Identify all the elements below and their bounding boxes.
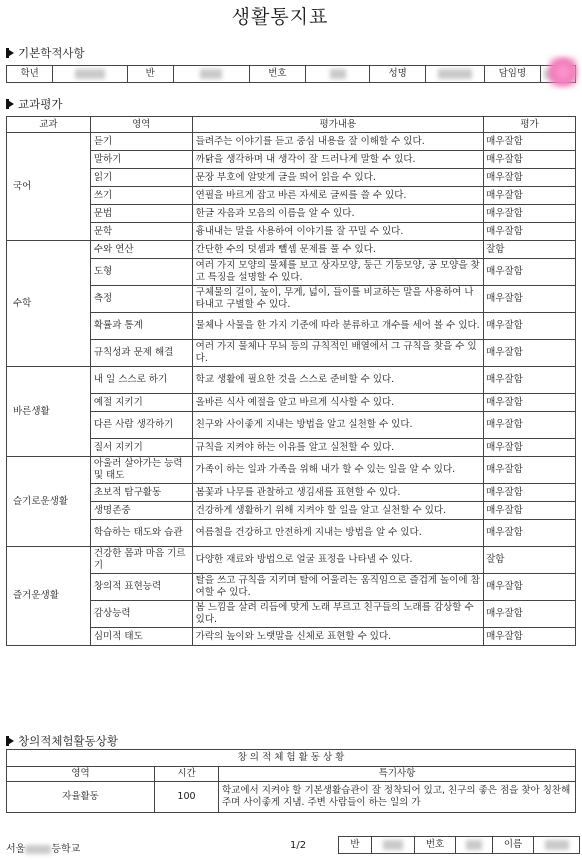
school-name-redacted <box>25 845 51 854</box>
content-cell: 간단한 수의 덧셈과 뺄셈 문제를 풀 수 있다. <box>192 241 483 259</box>
basic-info-heading-text: 기본학적사항 <box>18 46 85 60</box>
col-header-grade: 평가 <box>484 117 576 133</box>
subject-name: 수학 <box>7 241 91 367</box>
area-cell: 예절 지키기 <box>90 394 192 412</box>
area-cell: 문법 <box>90 205 192 223</box>
footer-id-table <box>338 836 580 854</box>
content-cell: 가족이 하는 일과 가족을 위해 내가 할 수 있는 일을 알 수 있다. <box>192 457 483 484</box>
creative-heading <box>6 733 118 749</box>
table-row <box>7 574 576 601</box>
area-cell: 감상능력 <box>90 601 192 628</box>
school-suffix: 등학교 <box>51 844 81 855</box>
creative-hours: 100 <box>155 782 219 813</box>
grade-cell: 매우잘함 <box>484 367 576 394</box>
subject-name: 슬기로운생활 <box>7 457 91 547</box>
grade-cell: 매우잘함 <box>484 151 576 169</box>
grade-cell: 매우잘함 <box>484 187 576 205</box>
grade-cell: 잘함 <box>484 241 576 259</box>
area-cell: 아울러 살아가는 능력 및 태도 <box>90 457 192 484</box>
grade-value-redacted <box>53 66 127 83</box>
school-name <box>6 840 80 855</box>
footer-class-redacted <box>372 837 415 854</box>
grade-cell: 매우잘함 <box>484 484 576 502</box>
content-cell: 친구와 사이좋게 지내는 방법을 알고 실천할 수 있다. <box>192 412 483 439</box>
area-cell: 듣기 <box>90 133 192 151</box>
basic-info-table <box>6 65 576 83</box>
table-row <box>7 205 576 223</box>
section-marker-icon <box>6 99 14 109</box>
content-cell: 다양한 재료와 방법으로 얼굴 표정을 나타낼 수 있다. <box>192 547 483 574</box>
eval-heading <box>6 96 62 112</box>
table-row <box>7 259 576 286</box>
area-cell: 질서 지키기 <box>90 439 192 457</box>
table-row <box>7 394 576 412</box>
content-cell: 연필을 바르게 잡고 바른 자세로 글씨를 쓸 수 있다. <box>192 187 483 205</box>
class-value-redacted <box>173 66 249 83</box>
content-cell: 물체나 사물을 한 가지 기준에 따라 분류하고 개수를 세어 볼 수 있다. <box>192 313 483 340</box>
grade-cell: 매우잘함 <box>484 457 576 484</box>
footer-name-redacted <box>534 837 580 854</box>
section-marker-icon <box>6 736 14 746</box>
table-row <box>7 133 576 151</box>
grade-cell: 매우잘함 <box>484 520 576 547</box>
table-row <box>7 187 576 205</box>
footer-number-label: 번호 <box>415 837 456 854</box>
area-cell: 수와 연산 <box>90 241 192 259</box>
section-marker-icon <box>6 48 14 58</box>
table-row <box>7 367 576 394</box>
content-cell: 흉내내는 말을 사용하여 이야기를 잘 꾸밀 수 있다. <box>192 223 483 241</box>
table-row <box>7 547 576 574</box>
area-cell: 도형 <box>90 259 192 286</box>
grade-cell: 매우잘함 <box>484 286 576 313</box>
content-cell: 구체물의 길이, 높이, 무게, 넓이, 들이를 비교하는 말을 사용하여 나타내고 구별할 수 있다. <box>192 286 483 313</box>
grade-cell: 매우잘함 <box>484 205 576 223</box>
content-cell: 문장 부호에 알맞게 글을 띄어 읽을 수 있다. <box>192 169 483 187</box>
table-row <box>7 502 576 520</box>
area-cell: 규칙성과 문제 해결 <box>90 340 192 367</box>
table-row <box>7 313 576 340</box>
creative-notes: 학교에서 지켜야 할 기본생활습관이 잘 정착되어 있고, 친구의 좋은 점을 찾아 칭찬해주며 사이좋게 지냄. 주변 사람들이 하는 일의 가 <box>219 782 576 813</box>
subject-name: 국어 <box>7 133 91 241</box>
eval-heading-text: 교과평가 <box>18 97 63 111</box>
basic-info-heading <box>6 45 85 61</box>
creative-heading-text: 창의적체험활동상황 <box>18 734 118 748</box>
creative-area: 자율활동 <box>7 782 155 813</box>
grade-cell: 매우잘함 <box>484 394 576 412</box>
table-row <box>7 484 576 502</box>
name-value-redacted <box>426 66 485 83</box>
grade-cell: 매우잘함 <box>484 574 576 601</box>
teacher-label: 담임명 <box>484 66 540 83</box>
content-cell: 한글 자음과 모음의 이름을 알 수 있다. <box>192 205 483 223</box>
number-value-redacted <box>305 66 369 83</box>
content-cell: 가락의 높이와 노랫말을 신체로 표현할 수 있다. <box>192 628 483 646</box>
creative-header-hours: 시간 <box>155 767 219 782</box>
area-cell: 창의적 표현능력 <box>90 574 192 601</box>
grade-cell: 매우잘함 <box>484 259 576 286</box>
school-prefix: 서울 <box>6 844 26 855</box>
evaluation-table <box>6 116 576 646</box>
table-row <box>7 151 576 169</box>
table-row <box>7 340 576 367</box>
content-cell: 여러 가지 물체나 무늬 등의 규칙적인 배열에서 그 규칙을 찾을 수 있다. <box>192 340 483 367</box>
content-cell: 여름철을 건강하고 안전하게 지내는 방법을 알 수 있다. <box>192 520 483 547</box>
footer-class-label: 반 <box>339 837 372 854</box>
area-cell: 초보적 탐구활동 <box>90 484 192 502</box>
stamp-seal-icon <box>548 56 578 88</box>
table-row <box>7 628 576 646</box>
number-label: 번호 <box>249 66 305 83</box>
area-cell: 건강한 몸과 마음 기르기 <box>90 547 192 574</box>
grade-cell: 매우잘함 <box>484 439 576 457</box>
table-row <box>7 601 576 628</box>
area-cell: 말하기 <box>90 151 192 169</box>
table-row <box>7 241 576 259</box>
page-number: 1/2 <box>290 840 307 851</box>
area-cell: 읽기 <box>90 169 192 187</box>
grade-cell: 매우잘함 <box>484 223 576 241</box>
col-header-subject: 교과 <box>7 117 91 133</box>
grade-cell: 매우잘함 <box>484 340 576 367</box>
table-row <box>7 457 576 484</box>
content-cell: 건강하게 생활하기 위해 지켜야 할 일을 알고 실천할 수 있다. <box>192 502 483 520</box>
footer-number-redacted <box>456 837 493 854</box>
area-cell: 내 일 스스로 하기 <box>90 367 192 394</box>
col-header-content: 평가내용 <box>192 117 483 133</box>
table-row <box>7 286 576 313</box>
content-cell: 학교 생활에 필요한 것을 스스로 준비할 수 있다. <box>192 367 483 394</box>
table-row <box>7 439 576 457</box>
content-cell: 올바른 식사 예절을 알고 바르게 식사할 수 있다. <box>192 394 483 412</box>
content-cell: 탈을 쓰고 규칙을 지키며 탈에 어울리는 움직임으로 즐겁게 놀이에 참여할 수 있다. <box>192 574 483 601</box>
table-row <box>7 412 576 439</box>
creative-header-notes: 특기사항 <box>219 767 576 782</box>
area-cell: 문학 <box>90 223 192 241</box>
grade-cell: 매우잘함 <box>484 502 576 520</box>
col-header-area: 영역 <box>90 117 192 133</box>
grade-cell: 잘함 <box>484 547 576 574</box>
class-label: 반 <box>127 66 173 83</box>
grade-cell: 매우잘함 <box>484 412 576 439</box>
grade-cell: 매우잘함 <box>484 313 576 340</box>
area-cell: 생명존중 <box>90 502 192 520</box>
grade-label: 학년 <box>7 66 53 83</box>
subject-name: 즐거운생활 <box>7 547 91 646</box>
area-cell: 다른 사람 생각하기 <box>90 412 192 439</box>
table-row <box>7 169 576 187</box>
grade-cell: 매우잘함 <box>484 133 576 151</box>
evaluation-rows <box>7 133 576 646</box>
content-cell: 봄꽃과 나무를 관찰하고 생김새를 표현할 수 있다. <box>192 484 483 502</box>
area-cell: 확률과 통계 <box>90 313 192 340</box>
name-label: 성명 <box>370 66 426 83</box>
creative-header-area: 영역 <box>7 767 155 782</box>
subject-name: 바른생활 <box>7 367 91 457</box>
area-cell: 측정 <box>90 286 192 313</box>
creative-table-title: 창 의 적 체 험 활 동 상 황 <box>7 750 576 767</box>
area-cell: 학습하는 태도와 습관 <box>90 520 192 547</box>
table-row <box>7 223 576 241</box>
content-cell: 여러 가지 모양의 물체를 보고 상자모양, 둥근 기둥모양, 공 모양을 찾고 특징을 설명할 수 있다. <box>192 259 483 286</box>
page-footer <box>6 836 578 856</box>
table-row <box>7 520 576 547</box>
grade-cell: 매우잘함 <box>484 601 576 628</box>
area-cell: 심미적 태도 <box>90 628 192 646</box>
content-cell: 들려주는 이야기를 듣고 중심 내용을 잘 이해할 수 있다. <box>192 133 483 151</box>
creative-table <box>6 749 576 813</box>
grade-cell: 매우잘함 <box>484 628 576 646</box>
content-cell: 까닭을 생각하며 내 생각이 잘 드러나게 말할 수 있다. <box>192 151 483 169</box>
content-cell: 규칙을 지켜야 하는 이유를 알고 실천할 수 있다. <box>192 439 483 457</box>
area-cell: 쓰기 <box>90 187 192 205</box>
footer-name-label: 이름 <box>493 837 534 854</box>
page-title: 생활통지표 <box>231 6 329 28</box>
grade-cell: 매우잘함 <box>484 169 576 187</box>
creative-row <box>7 782 576 813</box>
content-cell: 봄 느낌을 살려 리듬에 맞게 노래 부르고 친구들의 노래를 감상할 수 있다. <box>192 601 483 628</box>
